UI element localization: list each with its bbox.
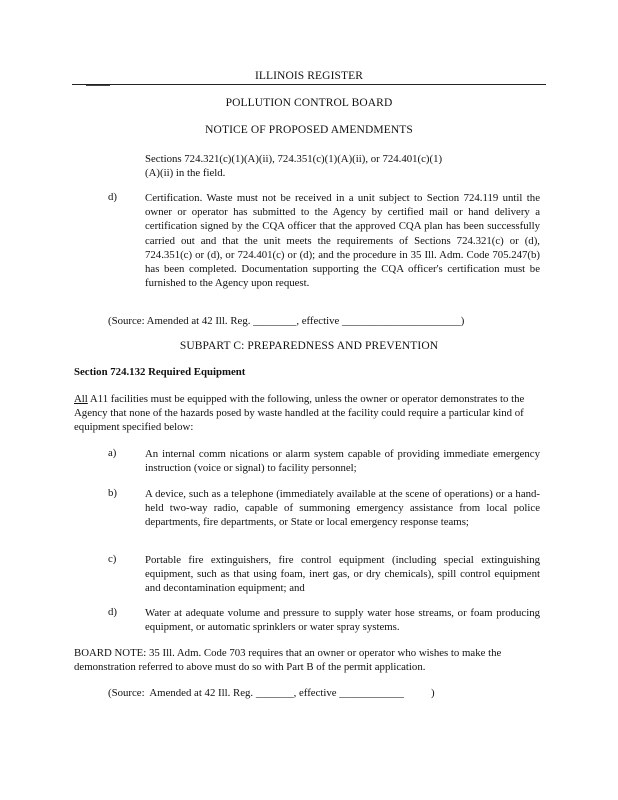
item-b-letter: b): [108, 487, 117, 499]
board-note: BOARD NOTE: 35 Ill. Adm. Code 703 requires that an owner or operator who wishes to make the demonstration referred to above must do so with Part B of the permit application.: [74, 647, 502, 674]
notice-title: NOTICE OF PROPOSED AMENDMENTS: [205, 124, 413, 136]
item-c-text: Portable fire extinguishers, fire control equipment (including special extinguishing equipment, such as that using foam, inert gas, or dry chemicals), spill control equipment and decontamination equipment; and: [145, 554, 540, 595]
board-title: POLLUTION CONTROL BOARD: [225, 97, 393, 109]
intro-paragraph: [74, 392, 544, 435]
certification-text: Certification. Waste must not be received in a unit subject to Section 724.119 until the owner or operator has submitted to the Agency by certified mail or hand delivery a certification signed by the CQA officer that the approved CQA plan has been successfully carried out and that the unit meets the requirements of Sections 724.321(c) or (d), 724.351(c) or (d), or 724.401(c) or (d); and the procedure in 35 Ill. Adm. Code 705.247(b) has been completed. Documentation supporting the CQA officer's certification must be furnished to the Agency upon request.: [145, 192, 540, 290]
item-a-text: An internal comm nications or alarm system capable of providing immediate emergency instruction (voice or signal) to facility personnel;: [145, 448, 540, 475]
item-b-text: A device, such as a telephone (immediately available at the scene of operations) or a hand-held two-way radio, capable of summoning emergency assistance from local police departments, fire departments, or State or local emergency response teams;: [145, 488, 540, 529]
header-rule: [72, 84, 546, 85]
item-c-letter: c): [108, 553, 117, 565]
source-note-1: (Source: Amended at 42 Ill. Reg. ________, effective ______________________): [108, 315, 465, 327]
register-title: ILLINOIS REGISTER: [254, 70, 364, 82]
certification-letter: d): [108, 191, 117, 203]
intro-text: A11 facilities must be equipped with the following, unless the owner or operator demonstrates to the Agency that none of the hazards posed by waste handled at the facility could require a particular kind of equipment specified below:: [74, 393, 525, 434]
item-d-letter: d): [108, 606, 117, 618]
item-d-text: Water at adequate volume and pressure to supply water hose streams, or foam producing equipment, or automatic sprinklers or water spray systems.: [145, 607, 540, 634]
item-a-letter: a): [108, 447, 117, 459]
source-note-2: (Source: Amended at 42 Ill. Reg. _______, effective ____________ ): [108, 687, 435, 699]
section-heading: Section 724.132 Required Equipment: [74, 366, 246, 378]
subpart-title: SUBPART C: PREPAREDNESS AND PREVENTION: [179, 340, 439, 352]
deleted-word: All: [74, 393, 88, 405]
continuation-text: Sections 724.321(c)(1)(A)(ii), 724.351(c)(1)(A)(ii), or 724.401(c)(1)(A)(ii) in the field.: [145, 153, 443, 180]
